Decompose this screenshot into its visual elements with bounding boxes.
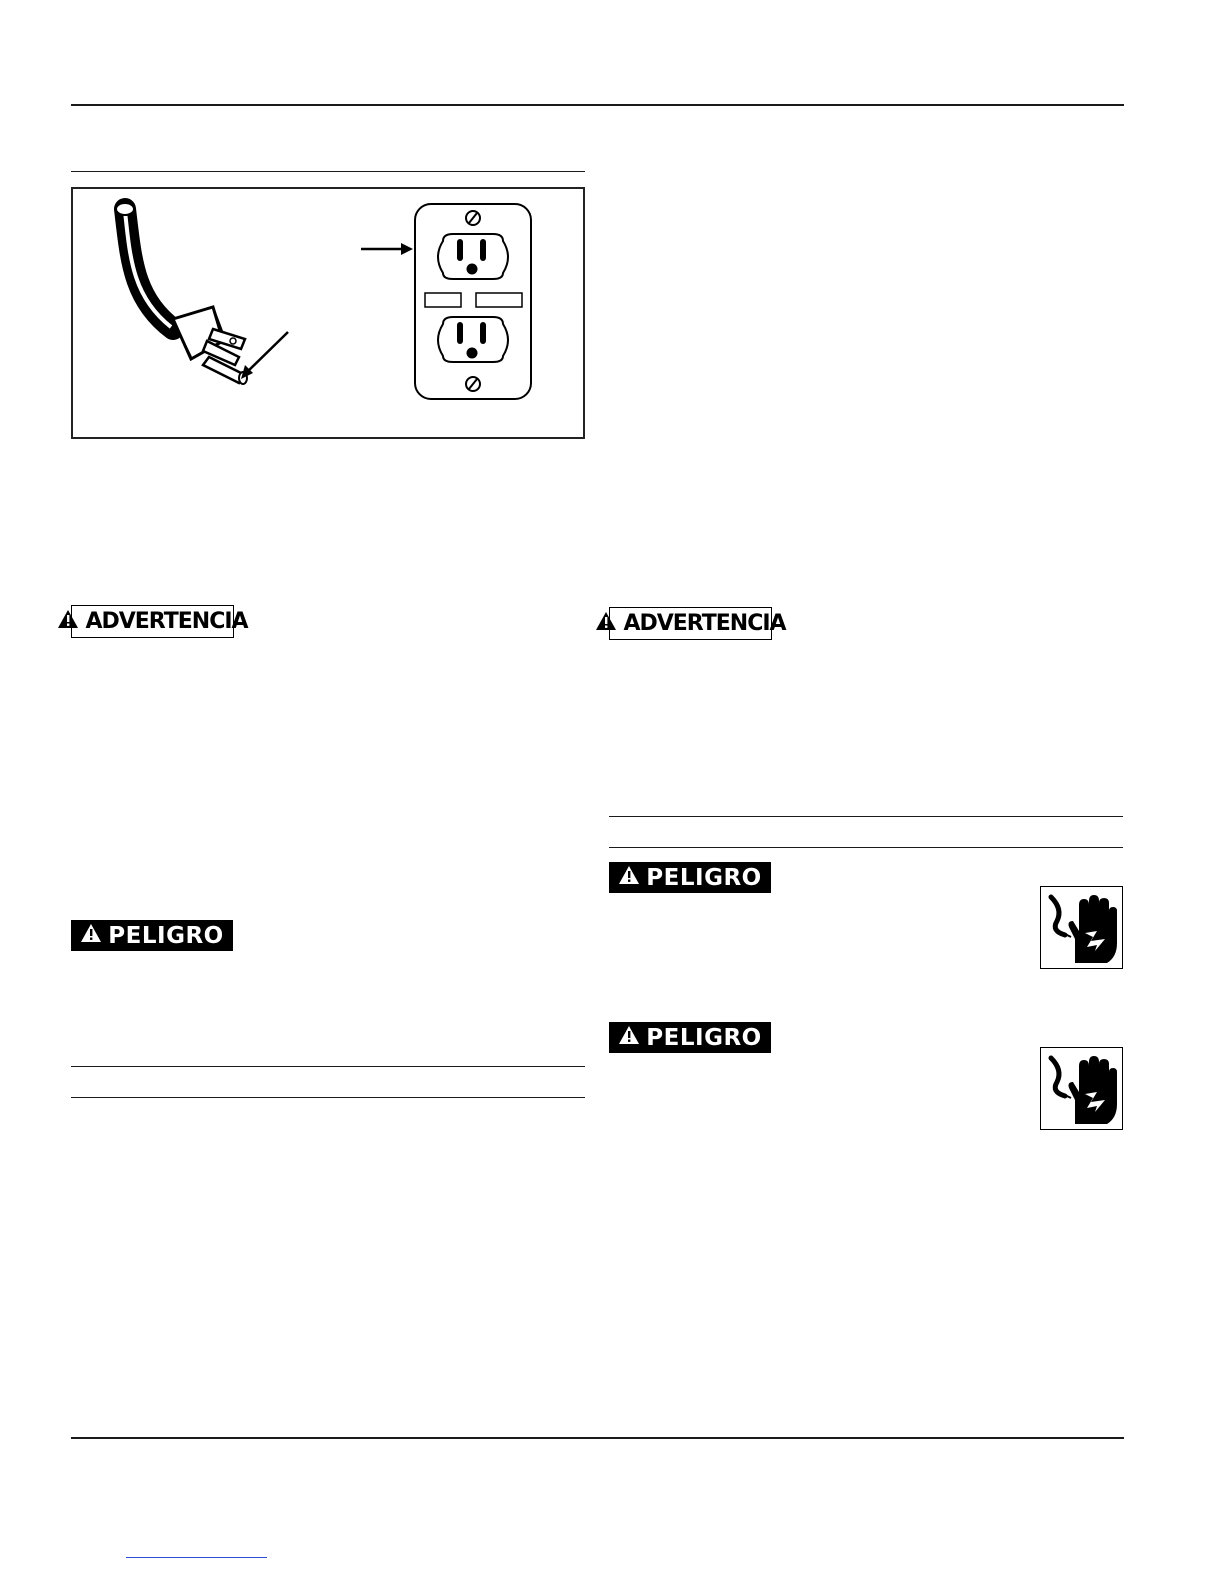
section-rule-top <box>609 816 1123 817</box>
electric-shock-hand-icon <box>1040 1047 1123 1130</box>
section-rule-bottom <box>609 847 1123 848</box>
figure-heading-rule <box>71 171 585 172</box>
footer-rule <box>71 1437 1124 1439</box>
grounded-plug-icon <box>116 203 247 384</box>
section-rule-bottom <box>71 1097 585 1098</box>
warning-triangle-icon <box>595 611 617 637</box>
advertencia-badge <box>609 607 786 640</box>
footer-link-underline[interactable] <box>126 1557 267 1558</box>
advertencia-label: ADVERTENCIA <box>623 611 786 636</box>
advertencia-badge <box>71 605 248 638</box>
warning-triangle-icon <box>80 923 102 949</box>
grounding-figure <box>71 187 585 439</box>
grounded-outlet-icon <box>415 204 531 399</box>
section-rule-top <box>71 1066 585 1067</box>
ground-pin-arrow <box>245 332 288 374</box>
peligro-badge <box>71 920 233 951</box>
header-rule <box>71 104 1124 106</box>
warning-triangle-icon <box>57 609 79 635</box>
peligro-badge <box>609 862 771 893</box>
peligro-label: PELIGRO <box>108 922 224 949</box>
electric-shock-hand-icon <box>1040 886 1123 969</box>
peligro-label: PELIGRO <box>646 1024 762 1051</box>
grounding-illustration <box>73 189 583 437</box>
advertencia-label: ADVERTENCIA <box>85 609 248 634</box>
warning-triangle-icon <box>618 1025 640 1051</box>
peligro-label: PELIGRO <box>646 864 762 891</box>
peligro-badge <box>609 1022 771 1053</box>
warning-triangle-icon <box>618 865 640 891</box>
